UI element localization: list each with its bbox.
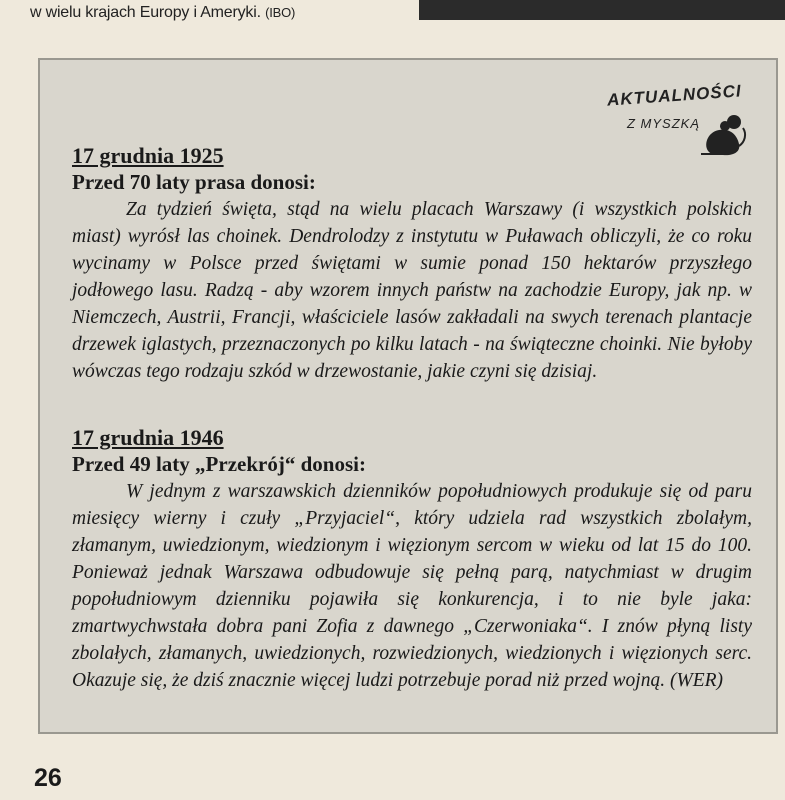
- article-date: 17 grudnia 1946: [72, 425, 224, 450]
- source-abbreviation: (IBO): [265, 5, 296, 20]
- previous-article-text: w wielu krajach Europy i Ameryki.: [30, 4, 261, 21]
- article-lead: Przed 70 laty prasa donosi:: [72, 170, 316, 194]
- article-body: Za tydzień święta, stąd na wielu placach Warszawy (i wszystkich polskich miast) wyrósł las choinek. Dendrolodzy z instytutu w Puławach obliczyli, że co roku wycinamy w Polsce przed świętami w sumie ponad 150 hektarów przyszłego jodłowego lasu. Radzą - aby wzorem innych państw na zachodzie Europy, jak np. w Niemczech, Austrii, Francji, właściciele lasów zakładali na swych terenach plantacje drzewek iglastych, przeznaczonych po kilku latach - na świąteczne choinki. Nie byłoby wówczas tego rodzaju szkód w drzewostanie, jakie czyni się dzisiaj.: [72, 199, 752, 382]
- article-lead: Przed 49 laty „Przekrój“ donosi:: [72, 452, 366, 476]
- logo-title: AKTUALNOŚCI: [606, 81, 743, 110]
- black-header-bar: [419, 0, 785, 20]
- article-1925: [72, 143, 752, 385]
- article-body: W jednym z warszawskich dzienników popołudniowych produkuje się od paru miesięcy wierny i czuły „Przyjaciel“, który udziela rad wszystkich zbolałym, złamanym, uwiedzionym, wiedzionym i więzionym sercom w wieku od lat 15 do 100. Ponieważ jednak Warszawa odbudowuje się pełną parą, natychmiast w drugim popołudniowym dzienniku pojawiła się konkurencja, i to nie byle jaka: zmartwychwstała dobra pani Zofia z dawnego „Czerwoniaka“. I znów płyną listy zbolałych, złamanych, uwiedzionych, rozwiedzionych, wiedzionych i więzionych serc. Okazuje się, że dziś znacznie więcej ludzi potrzebuje porad niż przed wojną. (WER): [72, 481, 752, 691]
- article-date: 17 grudnia 1925: [72, 143, 224, 168]
- logo-subtitle: Z MYSZKĄ: [627, 116, 701, 131]
- page-number: 26: [34, 764, 62, 792]
- article-1946: [72, 425, 752, 694]
- previous-article-ending: [30, 4, 295, 22]
